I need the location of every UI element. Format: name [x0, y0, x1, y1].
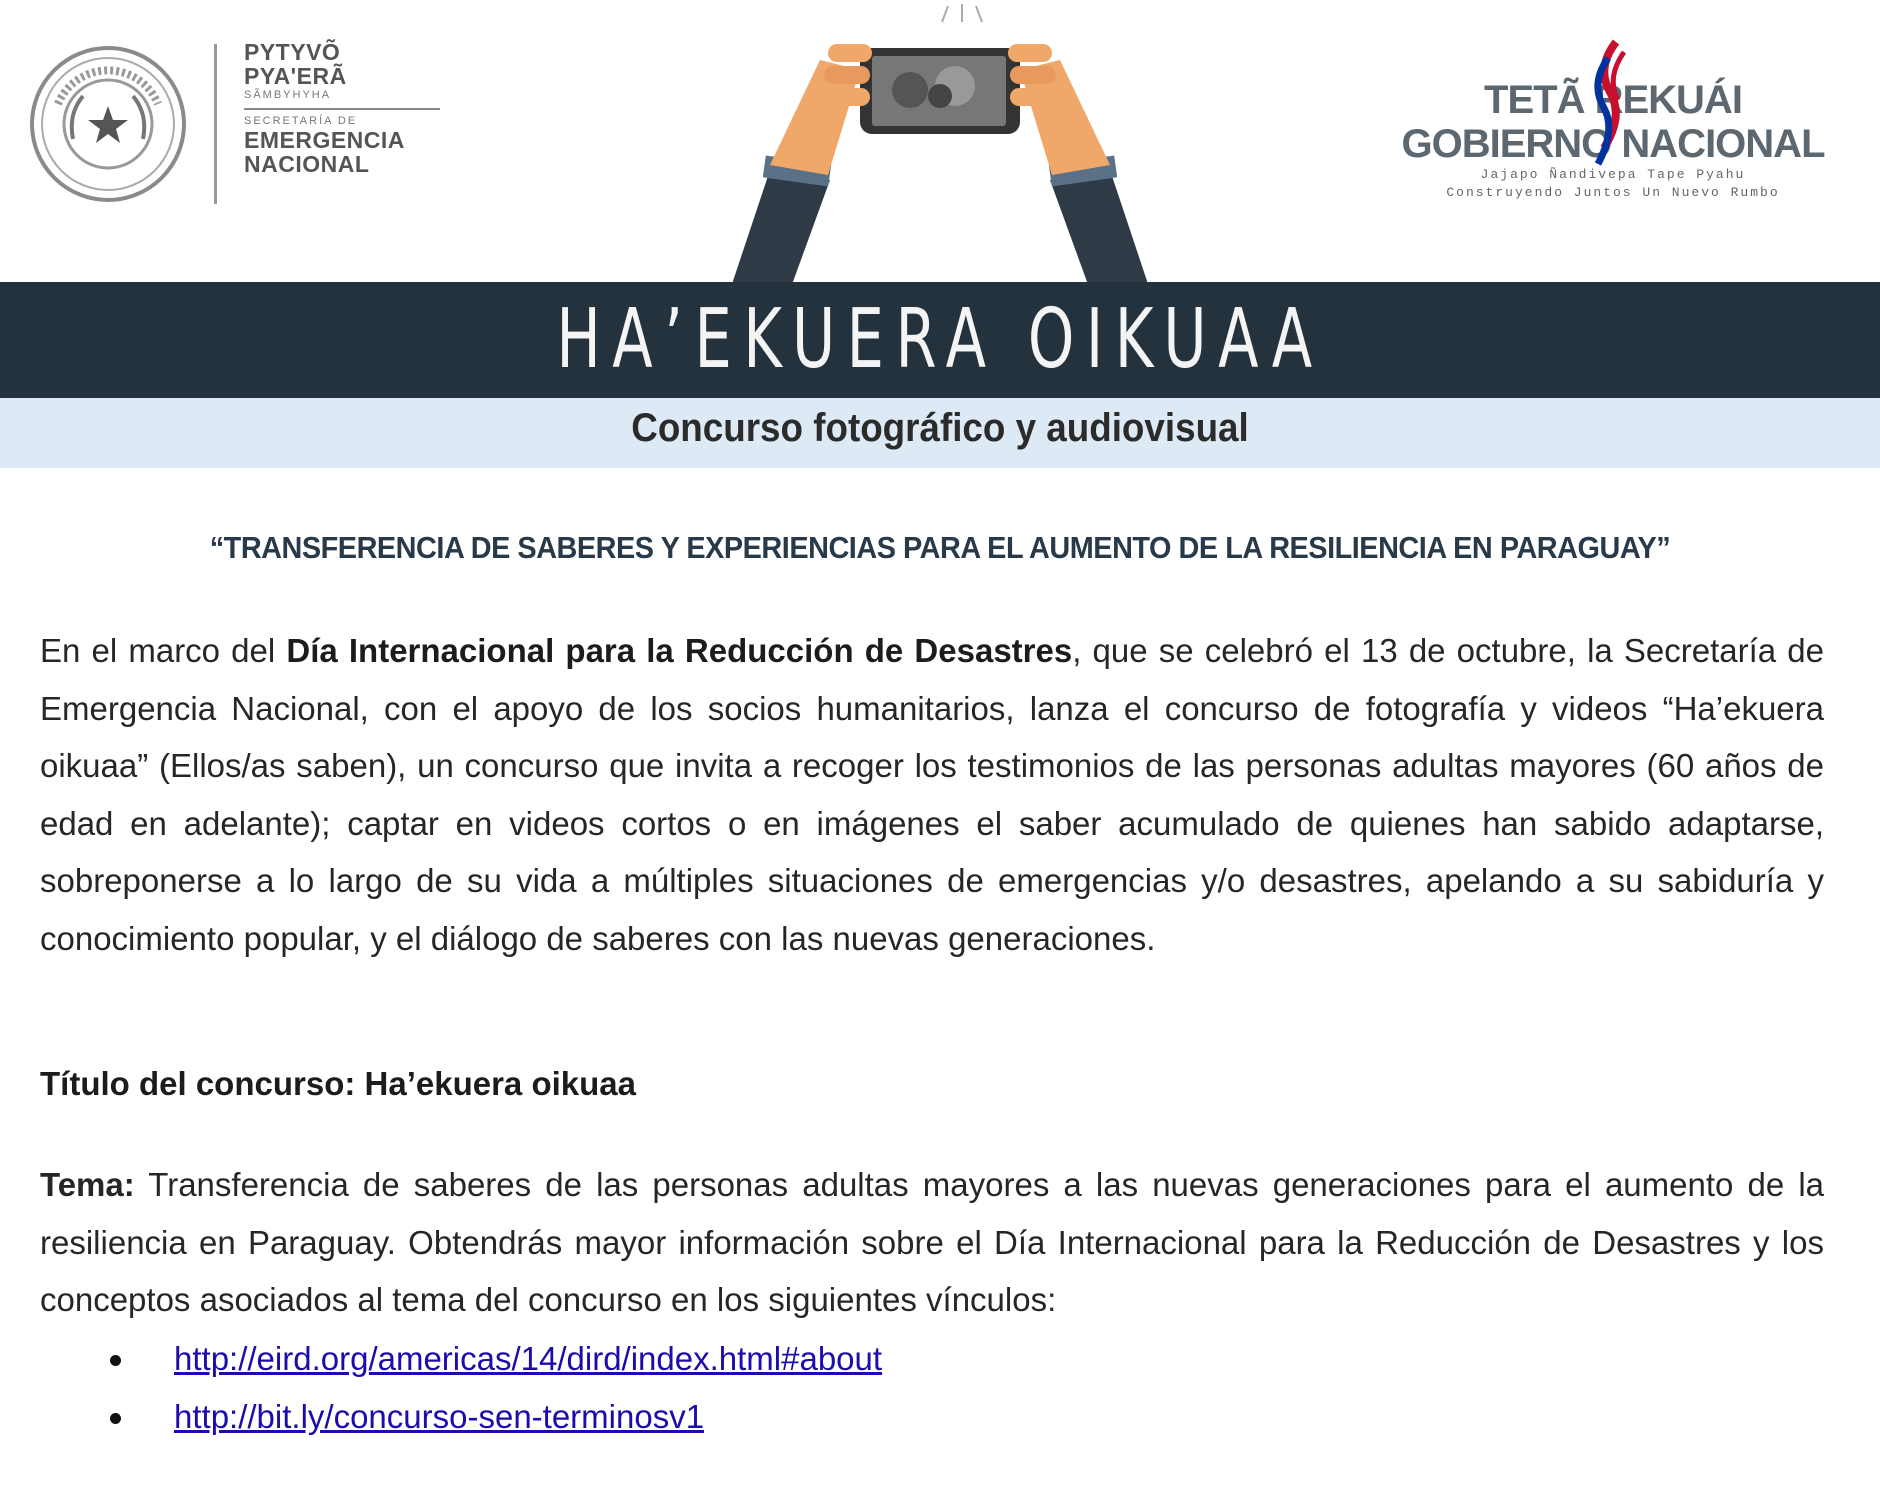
- contest-subtitle: Concurso fotográfico y audiovisual: [631, 406, 1249, 450]
- sen-logo-line5: EMERGENCIA: [244, 127, 405, 153]
- link-bitly-terms[interactable]: http://bit.ly/concurso-sen-terminosv1: [174, 1398, 705, 1435]
- intro-bold-event: Día Internacional para la Reducción de Desastres: [286, 632, 1073, 669]
- hands-phone-illustration: [700, 0, 1180, 290]
- sen-logo-line1: PYTYVÕ: [244, 39, 341, 65]
- bullet-icon: [110, 1355, 121, 1366]
- flag-ribbon-icon: [1588, 38, 1632, 168]
- links-list: [100, 1330, 882, 1446]
- bullet-icon: [110, 1413, 121, 1424]
- gov-logo-tagline1: Jajapo Ñandivepa Tape Pyahu: [1480, 167, 1746, 182]
- gov-logo-line2: GOBIERNO NACIONAL: [1401, 122, 1825, 166]
- document-heading: “TRANSFERENCIA DE SABERES Y EXPERIENCIAS PARA EL AUMENTO DE LA RESILIENCIA EN PARAGUAY”: [209, 530, 1671, 565]
- list-item: [100, 1330, 882, 1388]
- theme-label: Tema:: [40, 1166, 135, 1203]
- list-item: [100, 1388, 882, 1446]
- gobierno-nacional-logo: [1398, 38, 1828, 218]
- gov-logo-tagline2: Construyendo Juntos Un Nuevo Rumbo: [1446, 185, 1780, 200]
- sen-logo-line3: SÃMBYHYHA: [244, 89, 332, 101]
- link-eird[interactable]: http://eird.org/americas/14/dird/index.html#about: [174, 1340, 883, 1377]
- sen-logo-line6: NACIONAL: [244, 151, 370, 177]
- paraguay-seal-logo: [28, 44, 188, 204]
- theme-paragraph: [40, 1156, 1824, 1329]
- sen-logo-line2: PYA'ERÃ: [244, 63, 347, 89]
- theme-text: Transferencia de saberes de las personas adultas mayores a las nuevas generaciones para el aumento de la resiliencia en Paraguay. Obtendrás mayor información sobre el Día Internacional para la Reducción de Desastres y los conceptos asociados al tema del concurso en los siguientes vínculos:: [40, 1166, 1824, 1318]
- sen-logo-rule: [244, 108, 440, 110]
- sen-logo: [244, 40, 444, 176]
- contest-title-line: Título del concurso: Ha’ekuera oikuaa: [40, 1065, 636, 1102]
- logo-divider: [214, 44, 217, 204]
- contest-title: HA’EKUERA OIKUAA: [556, 292, 1324, 387]
- intro-text-start: En el marco del: [40, 632, 287, 669]
- intro-paragraph: [40, 622, 1824, 967]
- gov-logo-line1: TETÃ REKUÁI: [1484, 78, 1742, 122]
- intro-text-rest: , que se celebró el 13 de octubre, la Secretaría de Emergencia Nacional, con el apoyo de los socios humanitarios, lanza el concurso de fotografía y videos “Ha’ekuera oikuaa” (Ellos/as saben), un concurso que invita a recoger los testimonios de las personas adultas mayores (60 años de edad en adelante); captar en videos cortos o en imágenes el saber acumulado de quienes han sabido adaptarse, sobreponerse a lo largo de su vida a múltiples situaciones de emergencias y/o desastres, apelando a su sabiduría y conocimiento popular, y el diálogo de saberes con las nuevas generaciones.: [40, 632, 1824, 957]
- sen-logo-line4: SECRETARÍA DE: [244, 115, 358, 127]
